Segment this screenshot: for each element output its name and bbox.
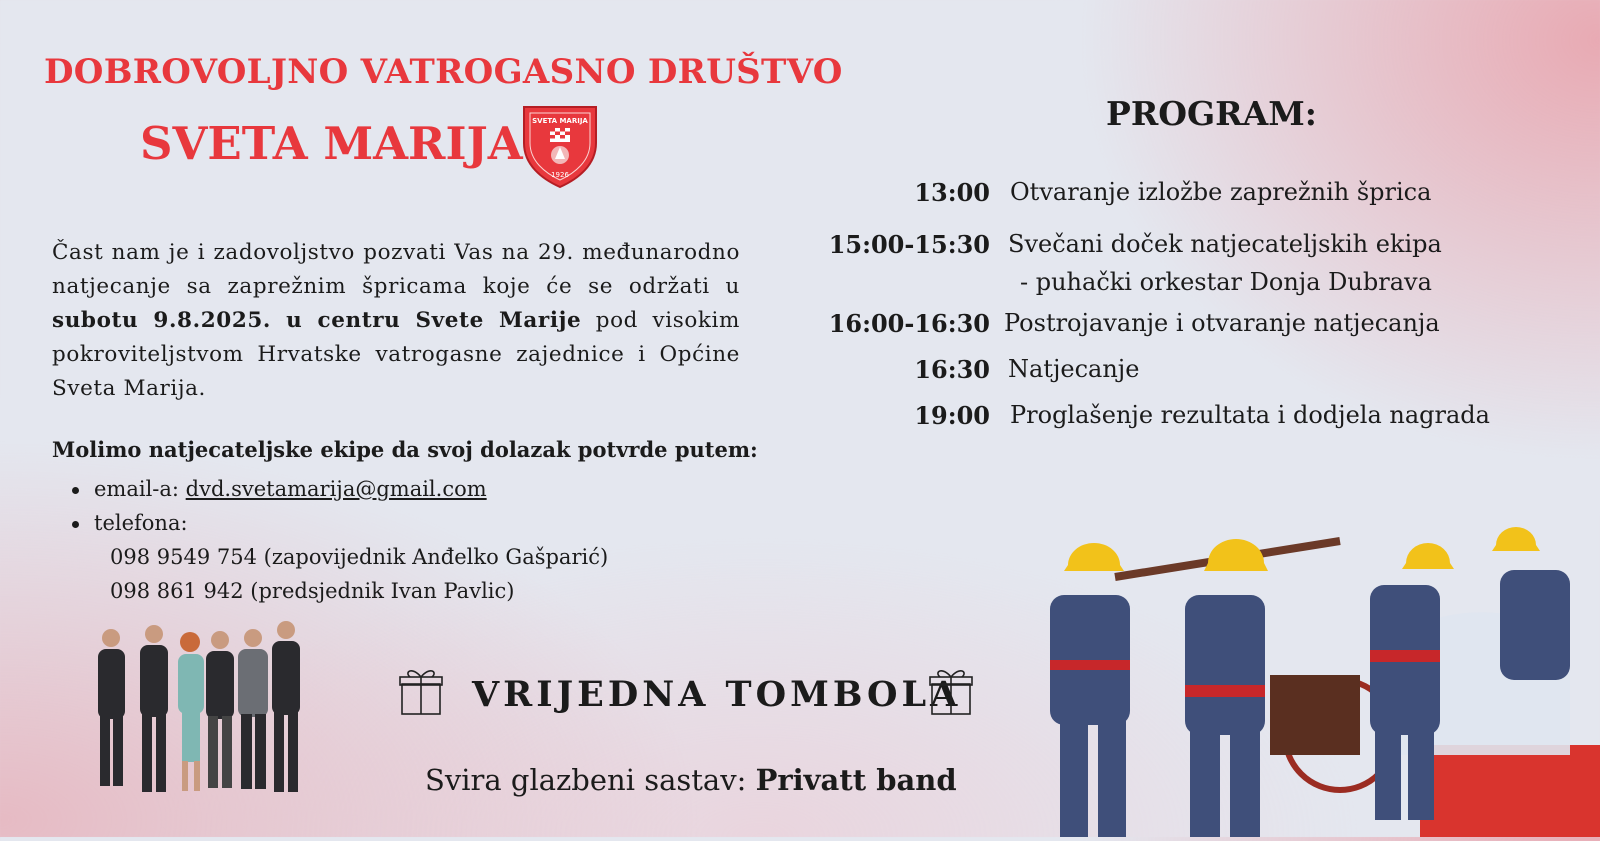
phone-label: telefona:: [94, 511, 188, 535]
bullet-icon: [72, 487, 79, 494]
gift-icon: [928, 664, 974, 722]
program-item: [0, 355, 990, 387]
band-photo: [78, 616, 328, 831]
program-desc: Proglašenje rezultata i dodjela nagrada: [1010, 401, 1490, 429]
intro-text-before: Čast nam je i zadovoljstvo pozvati Vas na 29. međunarodno natjecanje sa zaprežnim špricama koje će se održati u: [52, 240, 740, 299]
program-desc: Postrojavanje i otvaranje natjecanja: [1004, 309, 1440, 337]
contact-list: [70, 472, 608, 608]
crest-year: 1926: [551, 171, 569, 179]
program-time: 15:00-15:30: [828, 230, 990, 259]
fire-brigade-crest-icon: [520, 103, 600, 189]
tombola-label: VRIJEDNA TOMBOLA: [472, 674, 962, 715]
firefighters-photo: [1050, 525, 1600, 837]
org-name-line2: SVETA MARIJA: [140, 117, 523, 170]
program-time: 16:30: [914, 355, 990, 384]
confirmation-heading: Molimo natjecateljske ekipe da svoj dolazak potvrde putem:: [52, 437, 758, 462]
program-item: [0, 230, 990, 262]
band-prefix: Svira glazbeni sastav:: [425, 763, 756, 797]
program-desc: Natjecanje: [1008, 355, 1140, 383]
program-desc: Svečani doček natjecateljskih ekipa: [1008, 230, 1442, 258]
program-item: [0, 401, 990, 433]
program-item: [0, 178, 990, 210]
program-title: PROGRAM:: [1106, 94, 1317, 133]
email-link[interactable]: dvd.svetamarija@gmail.com: [185, 477, 487, 501]
program-desc: Otvaranje izložbe zaprežnih šprica: [1010, 178, 1432, 206]
org-name-line1: DOBROVOLJNO VATROGASNO DRUŠTVO: [44, 52, 843, 92]
band-line: [425, 763, 957, 797]
gift-icon: [398, 664, 444, 722]
intro-text-after: pod visokim pokroviteljstvom Hrvatske vatrogasne zajednice i Općine Sveta Marija.: [52, 308, 740, 401]
program-time: 13:00: [914, 178, 990, 207]
band-name: Privatt band: [755, 763, 957, 797]
contact-phone-item: [70, 506, 608, 540]
program-item: [0, 309, 990, 341]
program-time: 16:00-16:30: [828, 309, 990, 338]
crest-top-text: SVETA MARIJA: [532, 117, 588, 125]
program-desc-sub: - puhački orkestar Donja Dubrava: [1020, 268, 1432, 296]
program-time: 19:00: [914, 401, 990, 430]
phone-number: 098 9549 754 (zapovijednik Anđelko Gašparić): [110, 545, 609, 569]
contact-email-item: [70, 472, 608, 506]
phone-number: 098 861 942 (predsjednik Ivan Pavlic): [110, 579, 515, 603]
tombola-banner: [410, 668, 1010, 738]
bullet-icon: [72, 521, 79, 528]
email-label: email-a:: [94, 477, 186, 501]
intro-date-location: subotu 9.8.2025. u centru Svete Marije: [52, 308, 582, 333]
